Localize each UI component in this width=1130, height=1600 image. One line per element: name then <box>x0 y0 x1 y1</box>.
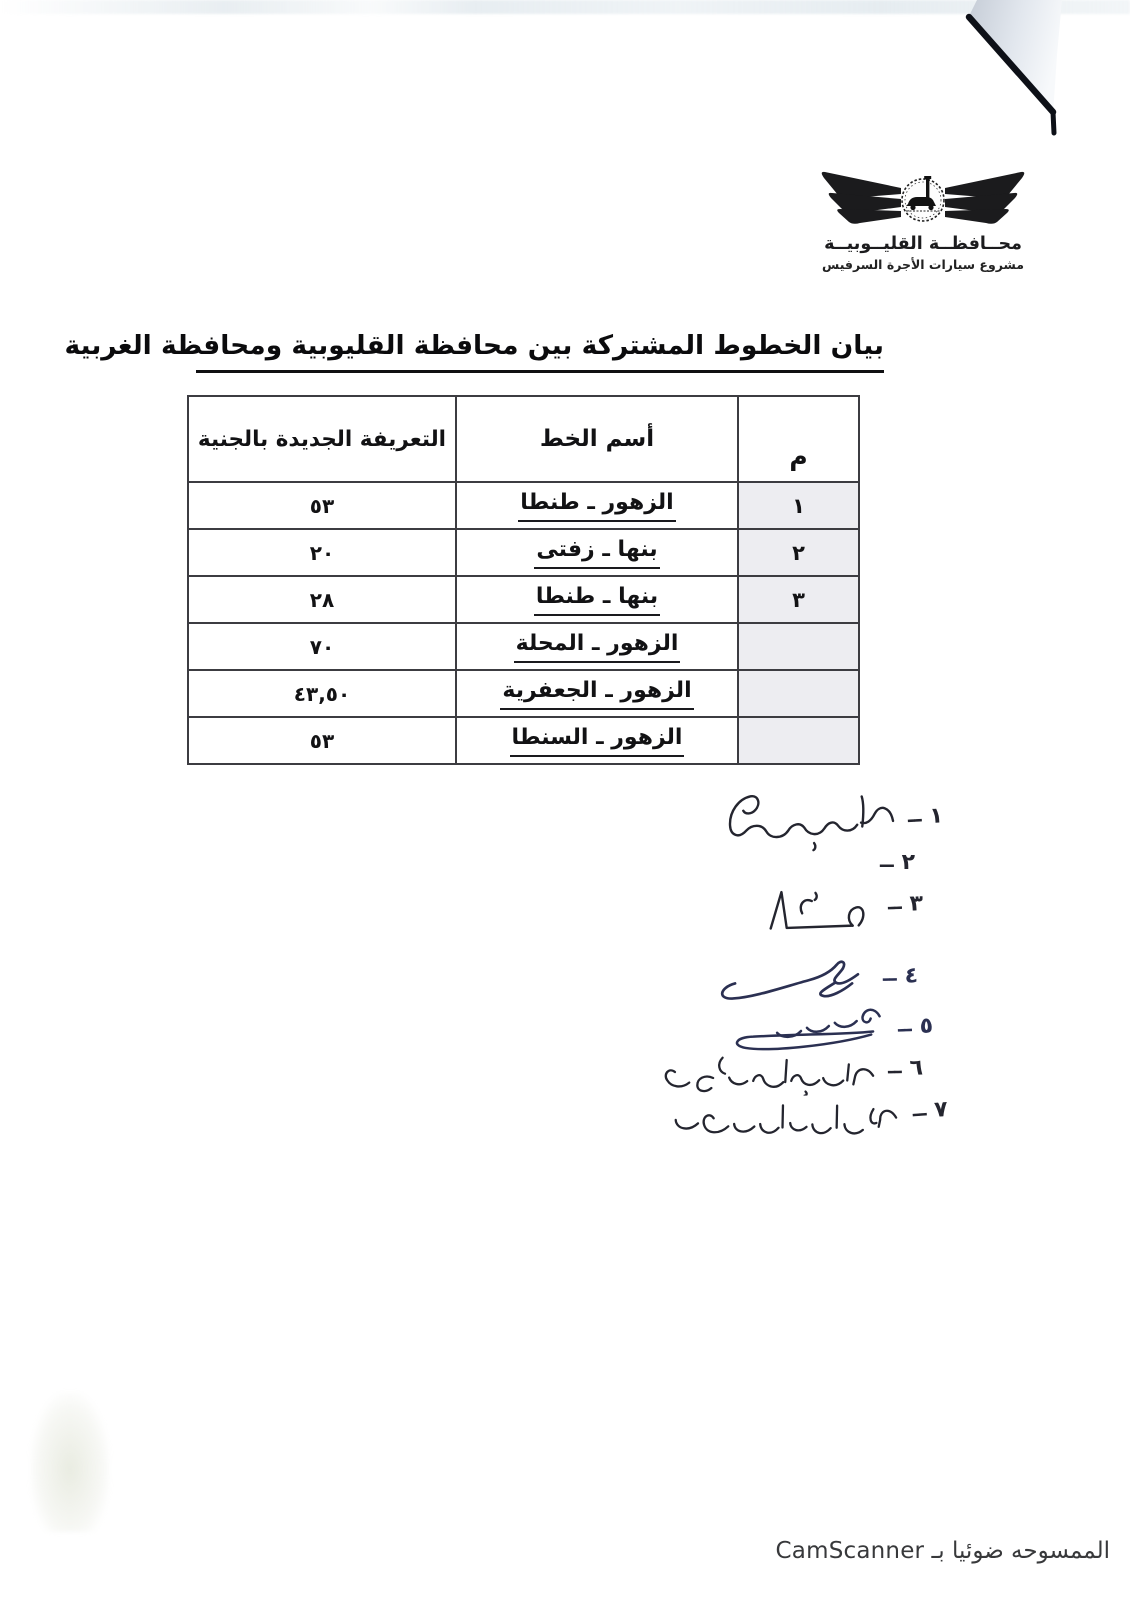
signature-number: ٥ <box>919 1012 934 1039</box>
tariff-value: ٢٨ <box>188 576 456 623</box>
table-row <box>188 717 859 764</box>
col-header-line-name: أسم الخط <box>456 396 738 482</box>
line-name <box>456 670 738 717</box>
signature-dash: ــ <box>887 889 902 915</box>
signature-number: ٧ <box>933 1096 949 1123</box>
shared-lines-table <box>187 395 860 765</box>
signature-scribble <box>759 881 881 935</box>
signature-number: ٣ <box>909 891 924 917</box>
tariff-value: ٧٠ <box>188 623 456 670</box>
signature-dash: ــ <box>880 848 894 872</box>
line-name-text: بنها ـ زفتى <box>534 537 659 569</box>
signature-dash: ــ <box>887 1054 902 1079</box>
page-fold-corner-artifact <box>925 0 1075 150</box>
tariff-value: ٥٣ <box>188 717 456 764</box>
signature-number: ١ <box>928 803 944 829</box>
org-subtitle: مشروع سيارات الأجرة السرفيس <box>822 257 1024 272</box>
signature-row-3 <box>759 879 924 935</box>
table-header-row <box>188 396 859 482</box>
signature-dash: ــ <box>897 1011 912 1037</box>
line-name-text: بنها ـ طنطا <box>534 584 660 616</box>
table-row <box>188 670 859 717</box>
table-row <box>188 482 859 529</box>
row-index <box>738 717 859 764</box>
signature-dash: ــ <box>911 1095 928 1121</box>
signature-scribble <box>715 951 876 1006</box>
governorate-logo-icon <box>818 168 1028 232</box>
table-row <box>188 529 859 576</box>
line-name <box>456 482 738 529</box>
signature-dash: ــ <box>882 961 897 986</box>
row-index: ٢ <box>738 529 859 576</box>
camscanner-watermark: الممسوحه ضوئيا بـ CamScanner <box>775 1538 1110 1564</box>
row-index <box>738 623 859 670</box>
tariff-value: ٢٠ <box>188 529 456 576</box>
document-title: بيان الخطوط المشتركة بين محافظة القليوبية ومحافظة الغربية <box>196 330 884 373</box>
letterhead <box>806 168 1040 272</box>
col-header-tariff: التعريفة الجديدة بالجنية <box>188 396 456 482</box>
line-name <box>456 529 738 576</box>
signature-scribble <box>723 783 902 864</box>
signature-row-4 <box>715 950 919 1006</box>
signature-number: ٦ <box>909 1055 924 1081</box>
row-index <box>738 670 859 717</box>
table-row <box>188 623 859 670</box>
signature-row-2 <box>880 848 916 875</box>
line-name-text: الزهور ـ السنطا <box>510 725 685 757</box>
line-name-text: الزهور ـ الجعفرية <box>500 678 693 710</box>
tariff-value: ٥٣ <box>188 482 456 529</box>
org-name: محــافظــة القليــوبيــة <box>824 234 1022 254</box>
scan-smudge-artifact <box>30 1392 110 1532</box>
line-name-text: الزهور ـ المحلة <box>514 631 681 663</box>
line-name <box>456 623 738 670</box>
col-header-index: م <box>738 396 859 482</box>
table-row <box>188 576 859 623</box>
row-index: ١ <box>738 482 859 529</box>
signature-number: ٤ <box>904 963 919 989</box>
signature-dash: ــ <box>907 802 923 828</box>
line-name <box>456 576 738 623</box>
line-name <box>456 717 738 764</box>
line-name-text: الزهور ـ طنطا <box>518 490 675 522</box>
tariff-value: ٤٣,٥٠ <box>188 670 456 717</box>
row-index: ٣ <box>738 576 859 623</box>
signature-number: ٢ <box>901 850 916 875</box>
